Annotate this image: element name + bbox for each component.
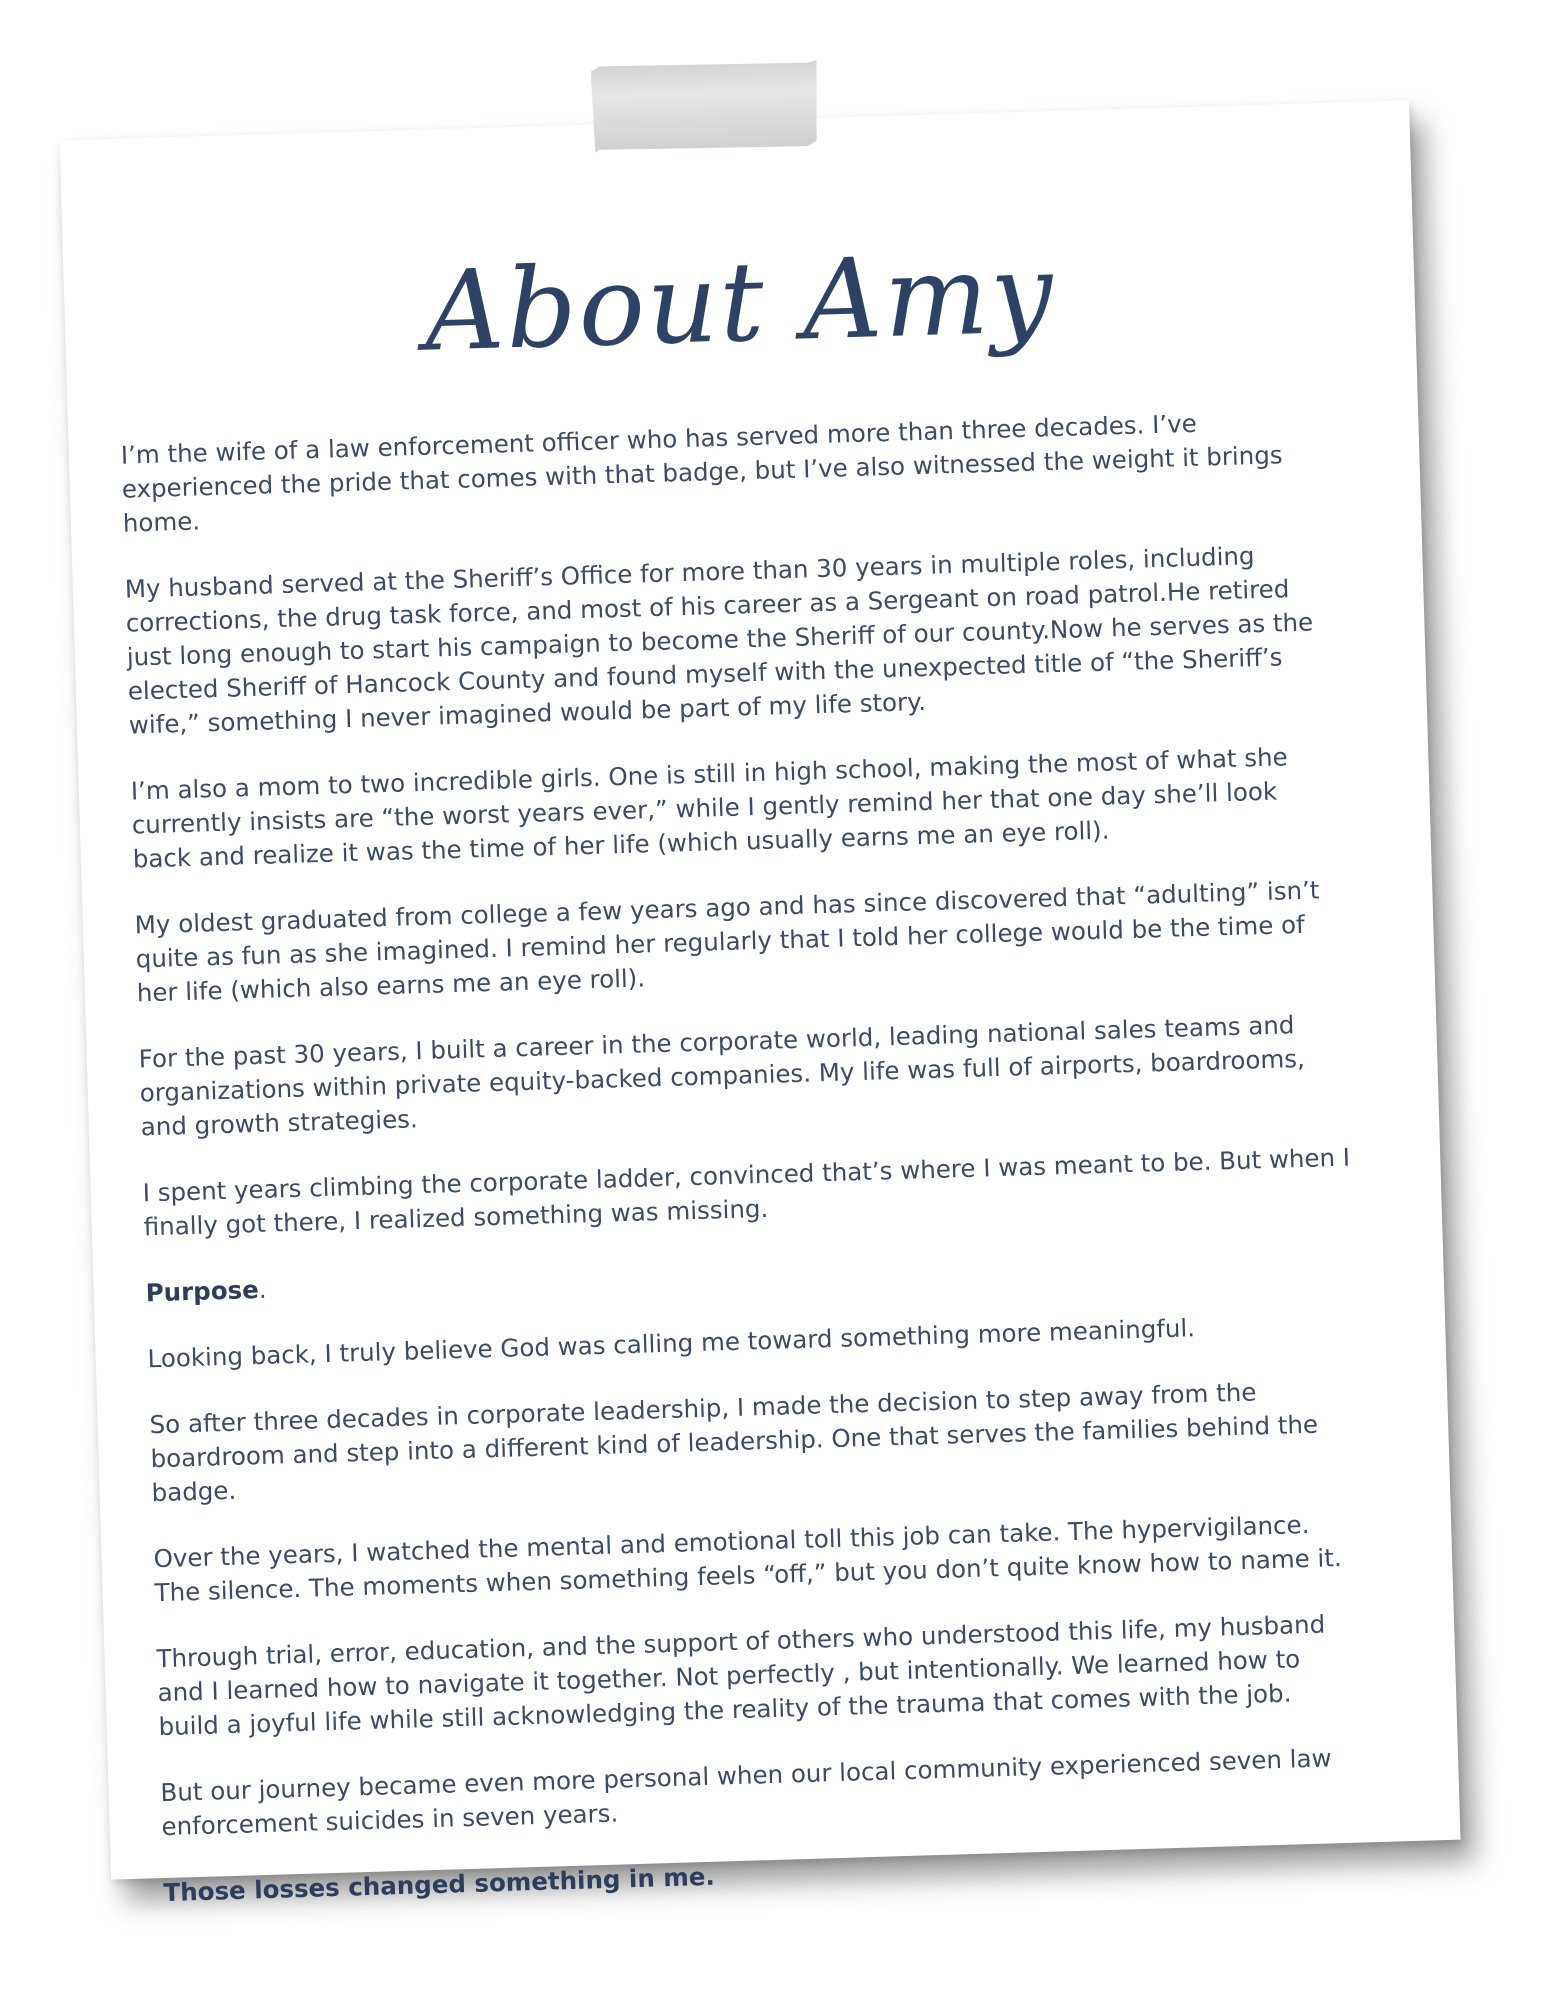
paragraph: But our journey became even more personal when our local community experienced seven law enforcement suicides in seven years. — [160, 1743, 1332, 1842]
paragraph: Looking back, I truly believe God was calling me toward something more meaningful. — [147, 1313, 1196, 1374]
paragraph: So after three decades in corporate leadership, I made the decision to step away from the boardroom and step into a different kind of leadership. One that serves the families behind the badge. — [149, 1377, 1319, 1508]
paragraph: I spent years climbing the corporate ladder, convinced that’s where I was meant to be. But when I finally got there, I realized something was missing. — [142, 1142, 1351, 1242]
closing-statement: Those losses changed something in me. — [163, 1861, 716, 1908]
paragraph: For the past 30 years, I built a career in the corporate world, leading national sales teams and organizations within private equity-backed companies. My life was full of airports, boardrooms, and growth strategies. — [138, 1010, 1306, 1142]
paragraph: Through trial, error, education, and the support of others who understood this life, my husband and I learned how to navigate it together. Not perfectly , but intentionally. We learned how to build a joyful life while still acknowledging the reality of the trauma that comes with the job. — [156, 1609, 1326, 1742]
purpose-punct: . — [258, 1274, 267, 1304]
paragraph: My husband served at the Sheriff’s Office for more than 30 years in multiple roles, including corrections, the drug task force, and most of his career as a Sergeant on road patrol.He retired just long enough to start his campaign to become the Sheriff of our county.Now he serves as the elected Sheriff of Hancock County and found myself with the unexpected title of “the Sheriff’s wife,” something I never imagined would be part of my life story. — [124, 541, 1314, 740]
paragraph: I’m the wife of a law enforcement officer who has served more than three decades. I’ve experienced the pride that comes with that badge, but I’ve also witnessed the weight it brings home. — [120, 408, 1283, 538]
paragraph: My oldest graduated from college a few years ago and has since discovered that “adulting” isn’t quite as fun as she imagined. I remind her regularly that I told her college would be the time of her life (which also earns me an eye roll). — [134, 875, 1320, 1008]
paper-sheet — [59, 100, 1460, 1908]
purpose-line — [145, 1241, 1353, 1311]
page-title: About Amy — [422, 228, 1057, 376]
tape-strip — [591, 60, 819, 153]
paragraph: Over the years, I watched the mental and emotional toll this job can take. The hypervigilance. The silence. The moments when something feels “off,” but you don’t quite know how to name it. — [153, 1509, 1343, 1608]
bio-text — [120, 403, 1372, 1942]
paragraph: I’m also a mom to two incredible girls. One is still in high school, making the most of what she currently insists are “the worst years ever,” while I gently remind her that one day she’ll look back and realize it was the time of her life (which usually earns me an eye roll). — [130, 742, 1289, 874]
purpose-word: Purpose — [145, 1275, 260, 1308]
